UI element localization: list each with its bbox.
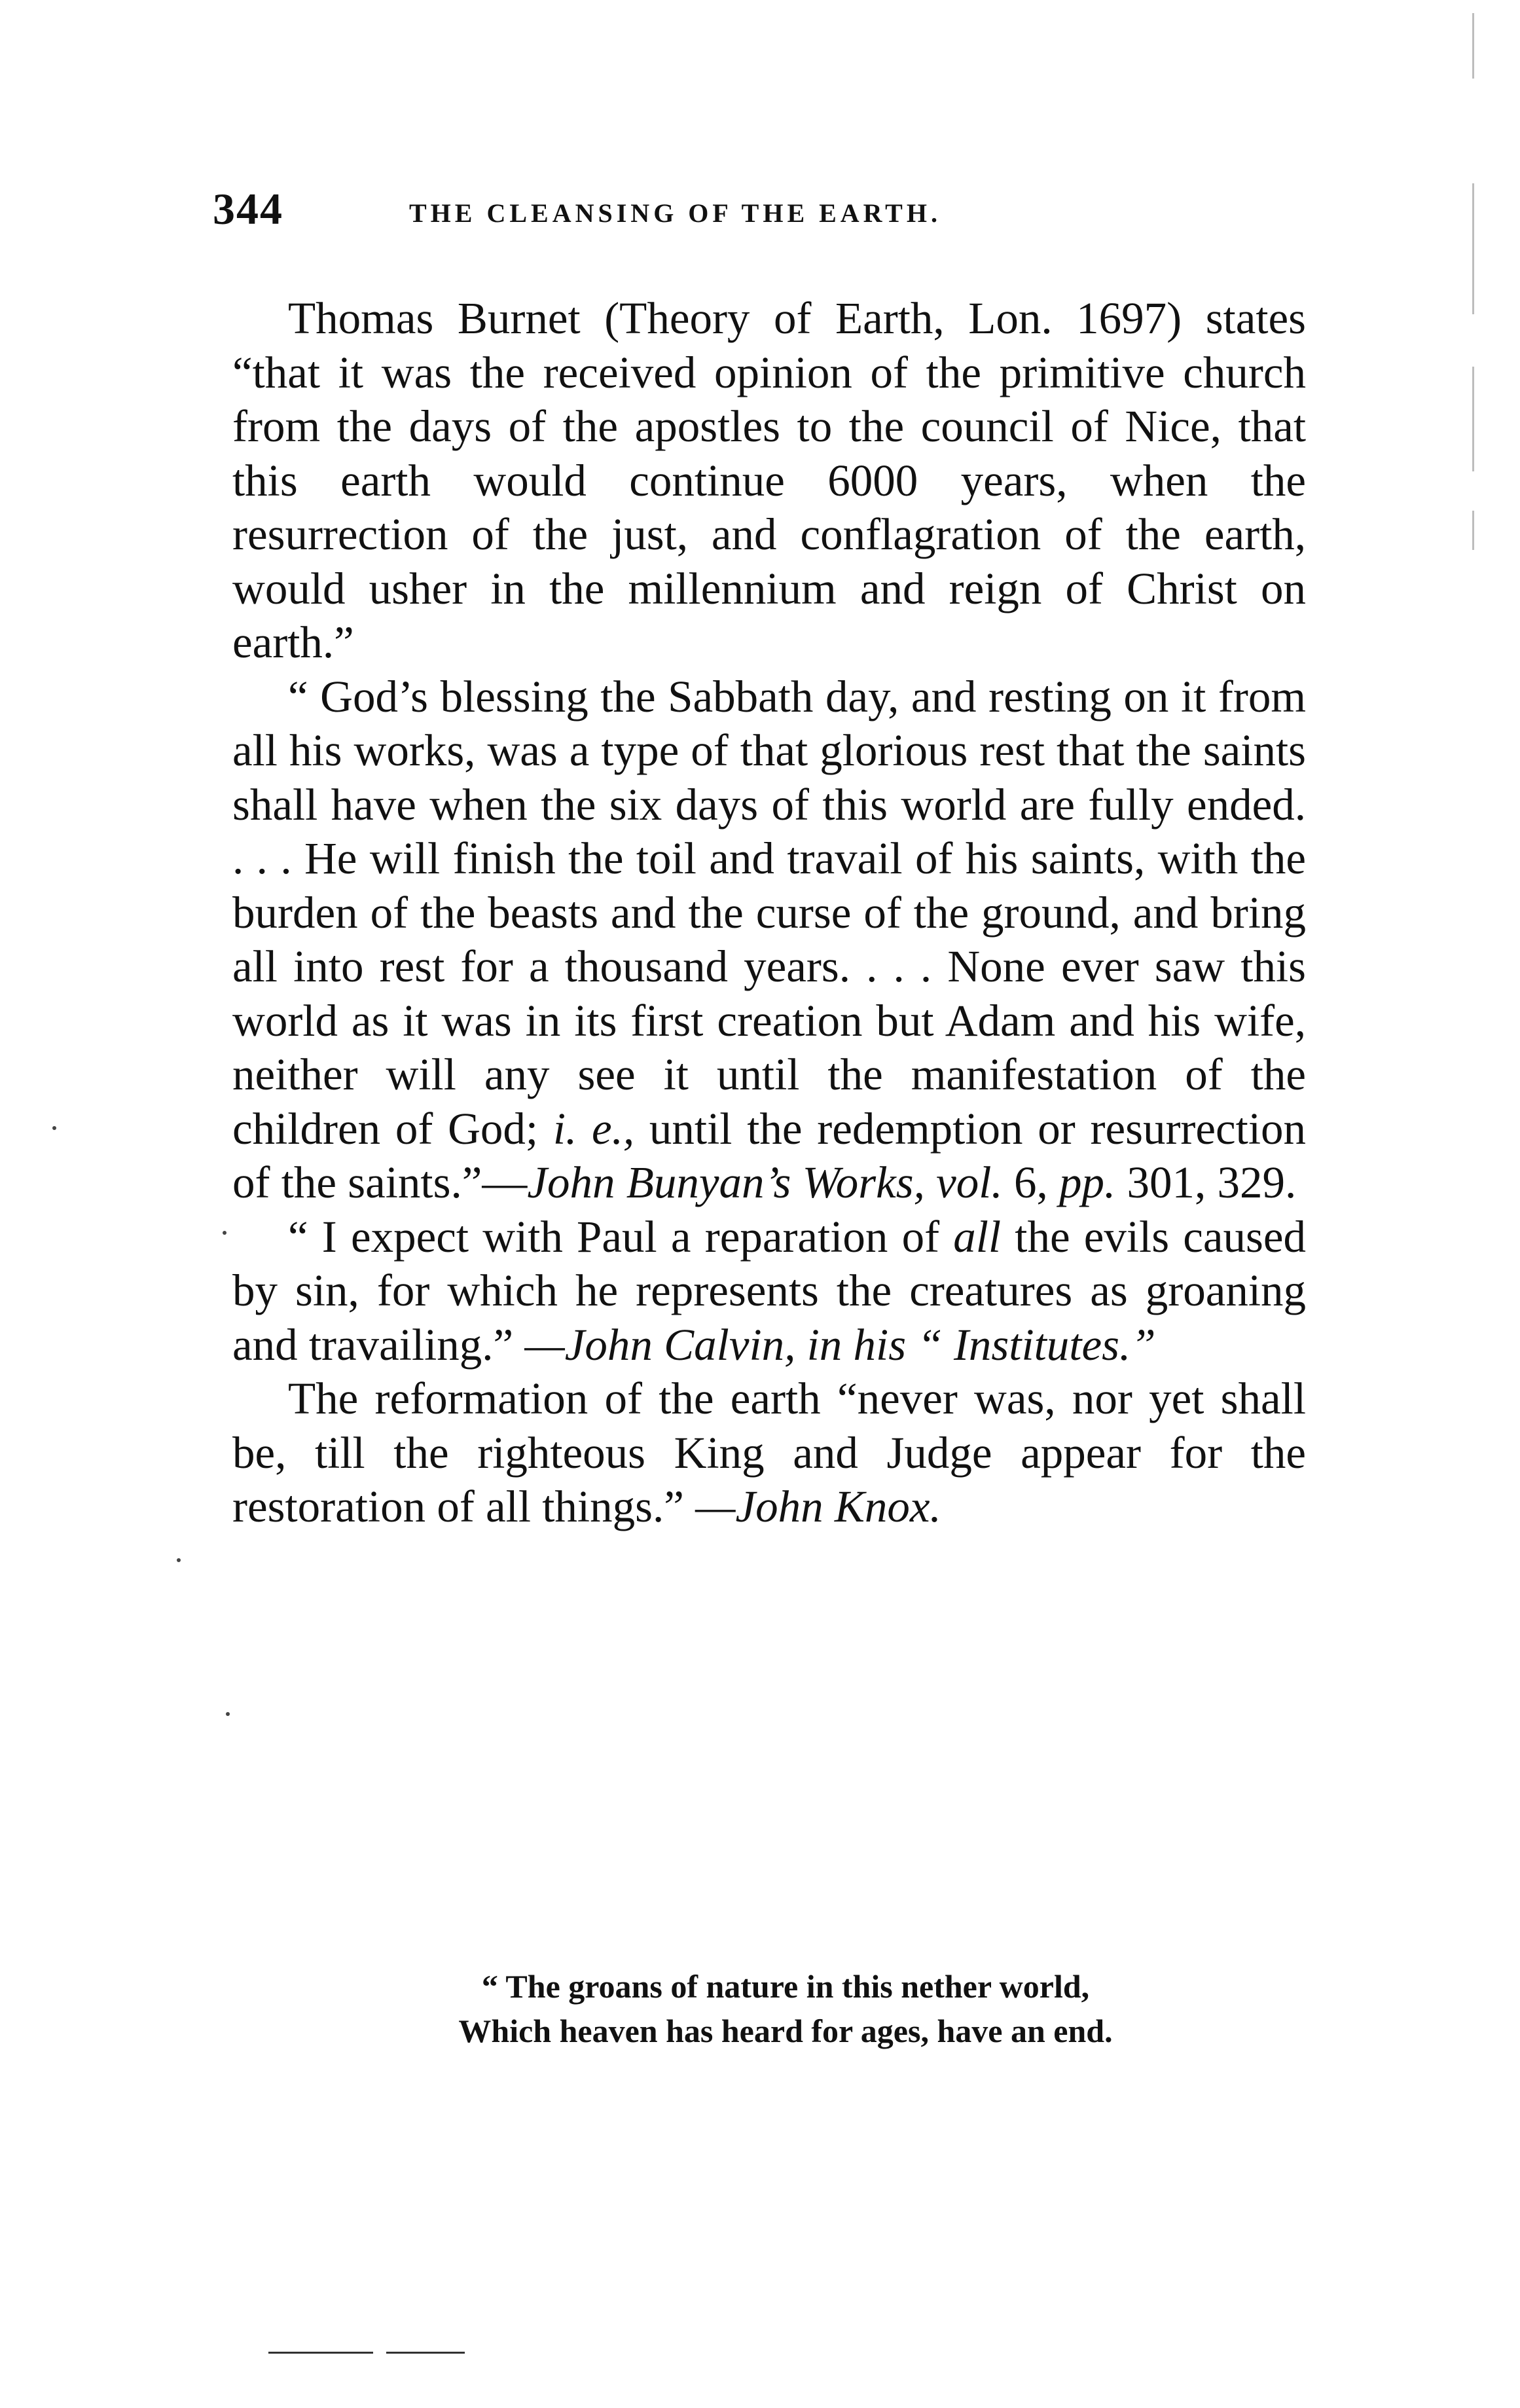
citation-source: John Bunyan’s Works, vol.	[527, 1158, 1003, 1207]
speck-mark	[223, 1231, 226, 1235]
verse-line: “ The groans of nature in this nether world,	[481, 1968, 1090, 2005]
citation-source: —John Knox.	[695, 1482, 941, 1531]
verse-line: Which heaven has heard for ages, have an end.	[458, 2013, 1113, 2049]
page-number: 344	[213, 184, 283, 234]
paragraph-text: the evils caused by sin, for which he represents the creatures as groaning and travailing.”	[232, 1211, 1306, 1370]
margin-mark	[1472, 511, 1474, 550]
margin-mark	[1472, 367, 1474, 471]
citation-pages: 301, 329.	[1127, 1158, 1297, 1207]
closing-verse	[262, 1964, 1309, 2053]
citation-pp: pp.	[1059, 1158, 1116, 1207]
speck-mark	[226, 1712, 230, 1716]
bottom-rule	[386, 2352, 465, 2354]
paragraph-bunyan	[232, 670, 1306, 1210]
emphasis: all	[953, 1211, 1002, 1262]
citation-volume: 6,	[1013, 1158, 1048, 1207]
page-header	[213, 183, 1339, 242]
paragraph-knox	[232, 1372, 1306, 1534]
speck-mark	[177, 1558, 181, 1562]
paragraph-burnet	[232, 291, 1306, 670]
paragraph-text: “ I expect with Paul a reparation of	[288, 1211, 940, 1262]
running-title: THE CLEANSING OF THE EARTH.	[409, 198, 941, 228]
bottom-rule	[268, 2352, 373, 2354]
paragraph-calvin	[232, 1210, 1306, 1372]
abbreviation: i. e.,	[552, 1103, 635, 1154]
speck-mark	[52, 1126, 56, 1130]
main-text	[232, 291, 1306, 1534]
citation-source: —John Calvin, in his “ Institutes.”	[524, 1319, 1156, 1370]
paragraph-text: The reformation of the earth “never was, nor yet shall be, till the righteous King and Judge appear for the restoration of all things.”	[232, 1374, 1306, 1531]
paragraph-text: until the redemption or resurrection of the saints.”—	[232, 1103, 1307, 1207]
margin-mark	[1472, 183, 1474, 314]
margin-mark	[1472, 13, 1474, 79]
paragraph-text: “ God’s blessing the Sabbath day, and resting on it from all his works, was a type of that glorious rest that the saints shall have when the six days of this world are fully ended. . . . He will finish the toil and travail of his saints, with the burden of the beasts and the curse of the ground, and bring all into rest for a thousand years. . . . None ever saw this world as it was in its first creation but Adam and his wife, neither will any see it until the manifestation of the children of God;	[232, 671, 1306, 1154]
paragraph-text: Thomas Burnet (Theory of Earth, Lon. 1697) states “that it was the received opinion of the primitive church from the days of the apostles to the council of Nice, that this earth would continue 6000 years, when the resurrection of the just, and conflagration of the earth, would usher in the millennium and reign of Christ on earth.”	[232, 293, 1306, 667]
